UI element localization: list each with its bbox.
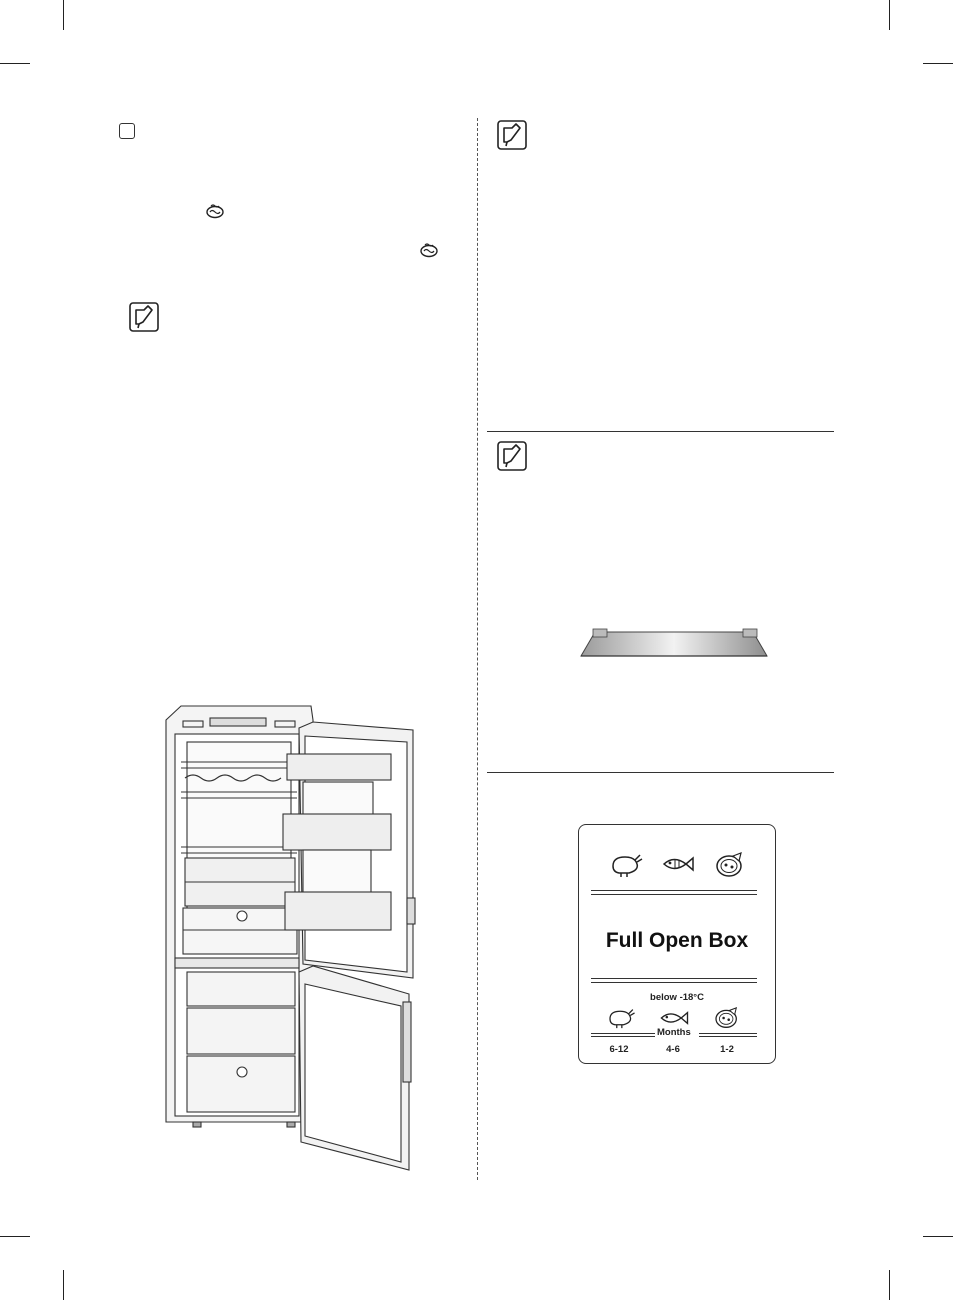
fish-icon — [661, 854, 695, 874]
pizza-icon — [715, 852, 745, 878]
refrigerator-illustration — [163, 702, 425, 1172]
shelf-illustration — [577, 624, 771, 660]
crop-mark — [0, 1236, 30, 1237]
section-rule — [487, 772, 834, 773]
note-icon — [497, 441, 527, 471]
section-rule — [487, 431, 834, 432]
meat-thaw-icon — [205, 203, 225, 219]
crop-mark — [0, 63, 30, 64]
crop-mark — [889, 1270, 890, 1300]
label-divider — [591, 978, 757, 983]
poultry-icon — [605, 1007, 637, 1029]
crop-mark — [63, 1270, 64, 1300]
label-months: Months — [657, 1027, 691, 1038]
label-divider — [591, 1033, 655, 1037]
label-divider — [591, 890, 757, 895]
crop-mark — [63, 0, 64, 30]
poultry-icon — [609, 852, 643, 878]
duration-poultry: 6-12 — [609, 1044, 629, 1055]
note-icon — [129, 302, 159, 332]
pizza-icon — [713, 1007, 741, 1029]
crop-mark — [923, 1236, 953, 1237]
fish-icon — [657, 1009, 691, 1027]
column-divider — [477, 118, 478, 1180]
note-icon — [497, 120, 527, 150]
label-temperature: below -18°C — [650, 992, 704, 1003]
label-title: Full Open Box — [605, 929, 749, 952]
label-divider — [699, 1033, 757, 1037]
duration-pizza: 1-2 — [720, 1044, 734, 1055]
freezer-storage-label — [578, 824, 776, 1064]
crop-mark — [889, 0, 890, 30]
duration-fish: 4-6 — [666, 1044, 680, 1055]
meat-thaw-icon — [419, 242, 439, 258]
crop-mark — [923, 63, 953, 64]
checkbox-icon — [119, 123, 135, 139]
